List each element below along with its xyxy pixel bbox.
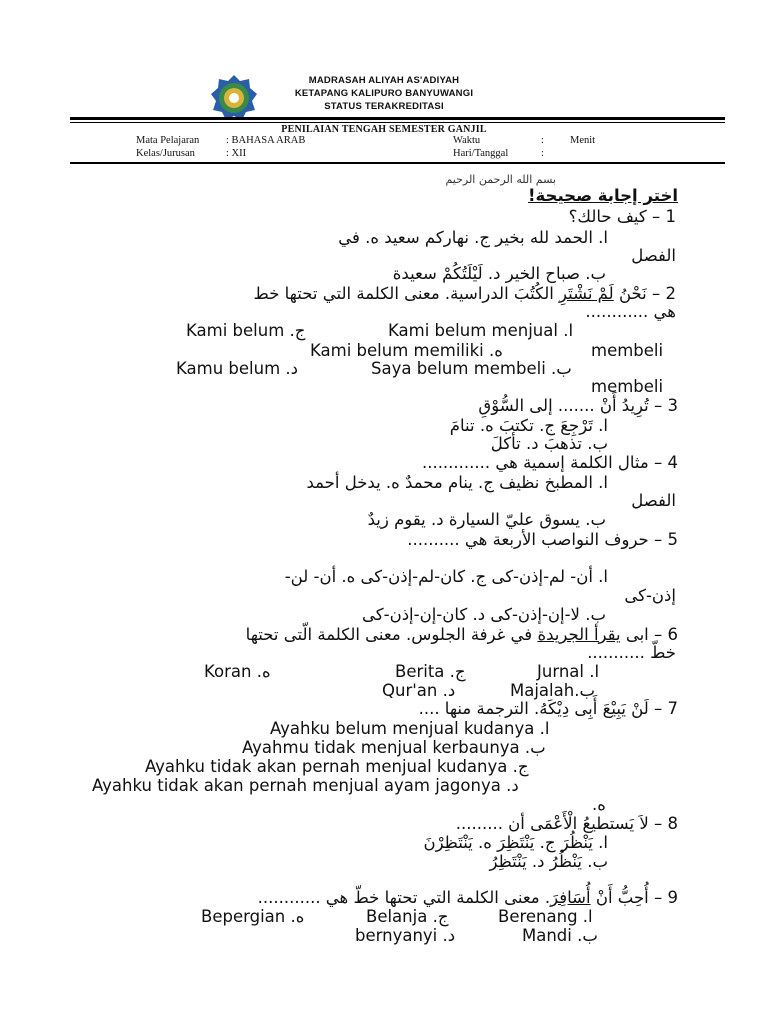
- question-6-stem-cont: خطّ ...........: [587, 643, 676, 662]
- date-separator: :: [541, 148, 544, 159]
- question-6-option-e: Koran .ه: [204, 662, 271, 681]
- question-9-stem-pre: 9 – أُحِبُّ أَنْ: [590, 888, 678, 907]
- header-rule-thin: [70, 122, 725, 123]
- instruction: اختر إجابة صحيحة!: [528, 186, 678, 205]
- question-2-underlined: لَمْ نَشْتَرِ: [559, 284, 614, 303]
- question-9-option-e: Bepergian .ه: [201, 907, 305, 926]
- question-7-option-c: Ayahku tidak akan pernah menjual kudanya .ج: [145, 757, 529, 776]
- header-rule-thick: [70, 117, 725, 120]
- school-address: KETAPANG KALIPURO BANYUWANGI: [294, 88, 474, 99]
- question-2-option-c: Kami belum .ج: [186, 321, 306, 340]
- school-status: STATUS TERAKREDITASI: [324, 101, 444, 112]
- time-label: Waktu: [453, 135, 481, 146]
- question-7-option-a: Ayahku belum menjual kudanya .ا: [270, 719, 550, 738]
- question-7-option-e: .ه: [592, 795, 606, 814]
- question-8-options-row-1: ا. يَنْظُرَ ج. يَنْتَظِرَ ه. يَنْتَظِرْنَ: [423, 833, 608, 852]
- class-value: : XII: [226, 148, 247, 159]
- question-1-options-row-1: ا. الحمد لله بخير ج. نهاركم سعيد ه. في: [338, 228, 608, 247]
- question-2-option-a: Kami belum menjual .ا: [388, 321, 574, 340]
- question-8-options-row-2: ب. يَنْظُرُ د. يَنْتَظِرُ: [489, 852, 608, 871]
- time-separator: :: [541, 135, 544, 146]
- question-1-options-row-2: ب. صباح الخير د. لَيْلَتُكُمْ سعيدة: [392, 264, 606, 283]
- question-9-stem-post: . معنى الكلمة التي تحتها خطّ هي ............: [257, 888, 551, 907]
- question-8-stem: 8 – لاَ يَستطيعُ الْأَعْمَى أن .........: [455, 814, 678, 833]
- date-label: Hari/Tanggal: [453, 148, 509, 159]
- question-6-underlined: يقرأ الجريدة: [537, 625, 621, 644]
- question-1-stem: 1 – كيف حالك؟: [568, 207, 676, 226]
- question-1-options-row-1-wrap: الفصل: [631, 246, 676, 265]
- basmalah: بسم الله الرحمن الرحيم: [445, 173, 556, 186]
- school-name: MADRASAH ALIYAH AS'ADIYAH: [308, 75, 460, 86]
- question-2-option-d: Kamu belum .د: [176, 359, 299, 378]
- question-2-option-d-tail: membeli: [591, 377, 664, 396]
- question-3-options-row-1: ا. تَرْجِعَ ج. تكتبَ ه. تنامَ: [449, 416, 608, 435]
- question-5-options-row-1-wrap: إذن-كى: [624, 586, 676, 605]
- question-9-underlined: أُسَافِرَ: [550, 888, 591, 907]
- question-6-stem: [246, 625, 678, 644]
- question-4-options-row-1: ا. المطبخ نظيف ج. ينام محمدٌ ه. يدخل أحمد: [306, 473, 608, 492]
- class-label: Kelas/Jurusan: [136, 148, 195, 159]
- question-3-stem: 3 – تُرِيدُ أَنْ ....... إلى السُّوْقِ: [478, 396, 678, 415]
- exam-title: PENILAIAN TENGAH SEMESTER GANJIL: [281, 124, 487, 135]
- time-unit: Menit: [570, 135, 596, 146]
- question-7-stem: 7 – لَنْ يَبِيْعَ أَبِى دِيْكَهُ. الترجمة منها ....: [418, 699, 678, 718]
- question-6-option-a: Jurnal .ا: [537, 662, 600, 681]
- question-7-option-b: Ayahmu tidak menjual kerbaunya .ب: [242, 738, 546, 757]
- question-9-stem: [258, 888, 678, 907]
- question-2-option-b: Saya belum membeli .ب: [371, 359, 572, 378]
- question-9-option-b: Mandi .ب: [522, 926, 598, 945]
- question-5-options-row-2: ب. لا-إن-إذن-كى د. كان-إن-إذن-كى: [362, 605, 606, 624]
- question-4-options-row-1-wrap: الفصل: [631, 491, 676, 510]
- question-2-option-e: Kami belum memiliki .ه: [310, 341, 503, 360]
- question-6-option-b: Majalah.ب: [510, 681, 595, 700]
- question-5-stem: 5 – حروف النواصب الأربعة هي ..........: [407, 530, 678, 549]
- subject-value: : BAHASA ARAB: [226, 135, 306, 146]
- question-2-stem-cont: هي ............: [585, 302, 676, 321]
- question-6-option-c: Berita .ج: [395, 662, 466, 681]
- question-2-stem-post: الكُتُبَ الدراسية. معنى الكلمة التي تحتها خط: [253, 284, 560, 303]
- question-2-stem-pre: 2 – نَحْنُ: [613, 284, 676, 303]
- question-2-stem: [254, 284, 676, 303]
- question-7-option-d: Ayahku tidak akan pernah menjual ayam jagonya .د: [92, 776, 519, 795]
- question-2-option-e-tail: membeli: [591, 341, 664, 360]
- question-3-options-row-2: ب. تذهبَ د. تأكلَ: [490, 434, 608, 453]
- question-6-stem-post: في غرفة الجلوس. معنى الكلمة الّتى تحتها: [245, 625, 538, 644]
- question-4-stem: 4 – مثال الكلمة إسمية هي .............: [421, 453, 678, 472]
- question-9-option-c: Belanja .ج: [366, 907, 449, 926]
- question-9-option-a: Berenang .ا: [498, 907, 593, 926]
- question-6-stem-pre: 6 – ابى: [620, 625, 678, 644]
- question-4-options-row-2: ب. يسوق عليّ السيارة د. يقوم زيدٌ: [367, 510, 606, 529]
- subject-label: Mata Pelajaran: [136, 135, 200, 146]
- question-5-options-row-1: ا. أن- لم-إذن-كى ج. كان-لم-إذن-كى ه. أن- لن-: [284, 567, 608, 586]
- question-6-option-d: Qur'an .د: [382, 681, 456, 700]
- question-9-option-d: bernyanyi .د: [355, 926, 456, 945]
- meta-rule: [70, 162, 725, 164]
